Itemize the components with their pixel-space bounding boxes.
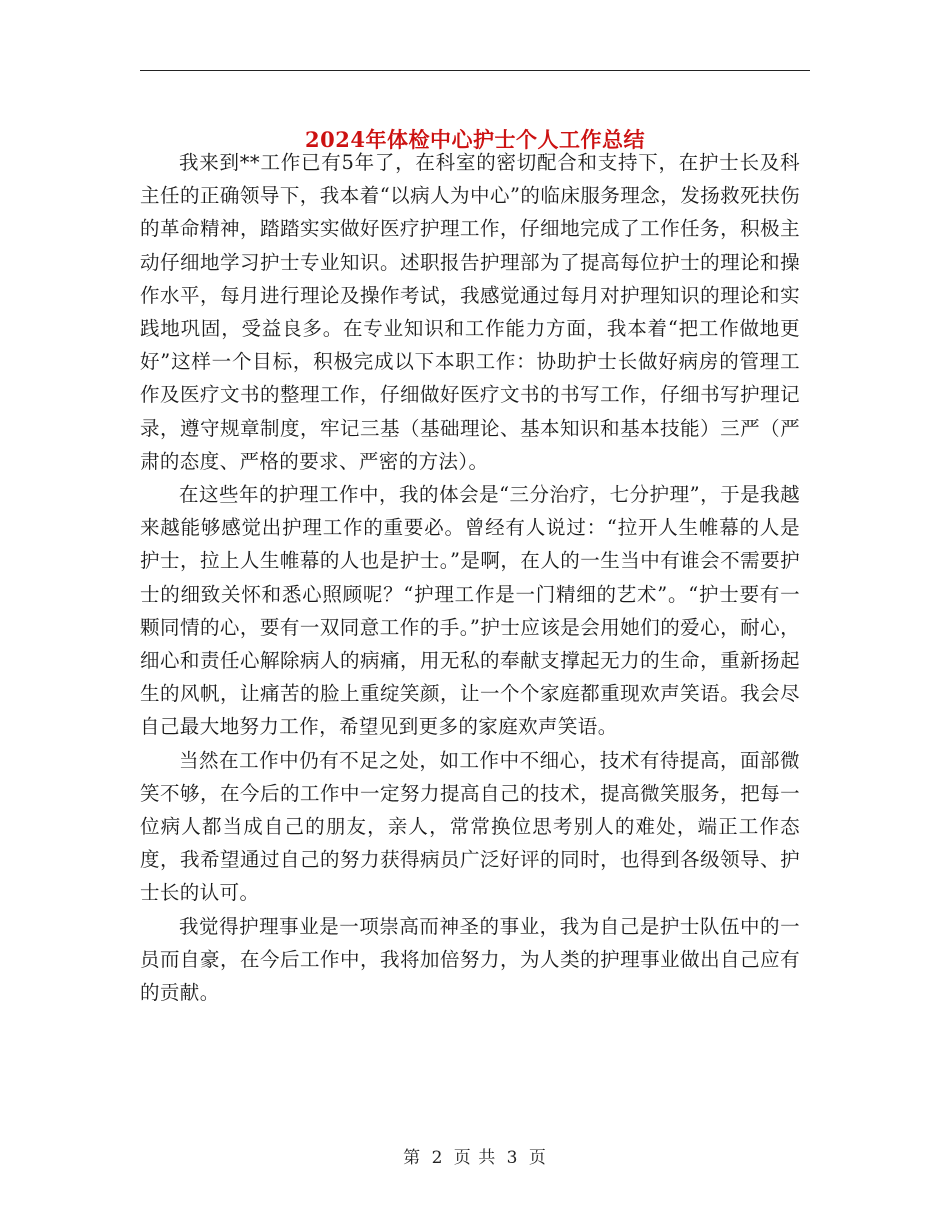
footer-current-page: 2 (431, 1148, 444, 1168)
page-footer (0, 1146, 950, 1170)
footer-suffix: 页 (528, 1148, 547, 1168)
footer-prefix: 第 (403, 1148, 422, 1168)
paragraph-3: 当然在工作中仍有不足之处，如工作中不细心，技术有待提高，面部微笑不够，在今后的工作中一定努力提高自己的技术，提高微笑服务，把每一位病人都当成自己的朋友，亲人，常常换位思考别人的难处，端正工作态度，我希望通过自己的努力获得病员广泛好评的同时，也得到各级领导、护士长的认可。 (140, 748, 800, 905)
paragraph-1: 我来到**工作已有5年了，在科室的密切配合和支持下，在护士长及科主任的正确领导下，我本着“以病人为中心”的临床服务理念，发扬救死扶伤的革命精神，踏踏实实做好医疗护理工作，仔细地完成了工作任务，积极主动仔细地学习护士专业知识。述职报告护理部为了提高每位护士的理论和操作水平，每月进行理论及操作考试，我感觉通过每月对护理知识的理论和实践地巩固，受益良多。在专业知识和工作能力方面，我本着“把工作做地更好”这样一个目标，积极完成以下本职工作：协助护士长做好病房的管理工作及医疗文书的整理工作，仔细做好医疗文书的书写工作，仔细书写护理记录，遵守规章制度，牢记三基（基础理论、基本知识和基本技能）三严（严肃的态度、严格的要求、严密的方法）。 (140, 151, 800, 473)
document-title: 2024年体检中心护士个人工作总结 (305, 127, 645, 153)
paragraph-4: 我觉得护理事业是一项崇高而神圣的事业，我为自己是护士队伍中的一员而自豪，在今后工作中，我将加倍努力，为人类的护理事业做出自己应有的贡献。 (140, 914, 800, 1005)
paragraph-2: 在这些年的护理工作中，我的体会是“三分治疗，七分护理”，于是我越来越能够感觉出护理工作的重要必。曾经有人说过：“拉开人生帷幕的人是护士，拉上人生帷幕的人也是护士。”是啊，在人的一生当中有谁会不需要护士的细致关怀和悉心照顾呢？“护理工作是一门精细的艺术”。“护士要有一颗同情的心，要有一双同意工作的手。”护士应该是会用她们的爱心，耐心，细心和责任心解除病人的病痛，用无私的奉献支撑起无力的生命，重新扬起生的风帆，让痛苦的脸上重绽笑颜，让一个个家庭都重现欢声笑语。我会尽自己最大地努力工作，希望见到更多的家庭欢声笑语。 (140, 483, 800, 739)
footer-middle: 页 共 (453, 1148, 497, 1168)
footer-total-pages: 3 (506, 1148, 519, 1168)
document-body (140, 146, 800, 1009)
header-rule (140, 70, 810, 71)
